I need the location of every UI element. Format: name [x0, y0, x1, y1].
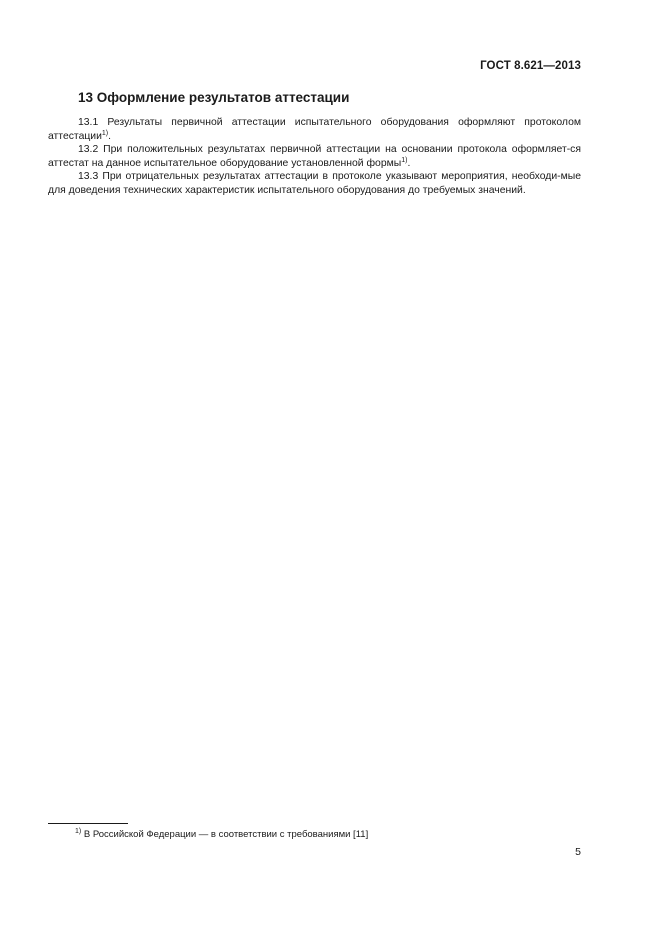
- paragraph-tail: .: [407, 157, 411, 169]
- paragraph-text: 13.3 При отрицательных результатах аттестации в протоколе указывают мероприятия, необходи-мые для доведения технических характеристик испытательного оборудования до требуемых значений.: [48, 171, 581, 196]
- paragraph-13-2: [48, 143, 581, 170]
- paragraph-text: 13.2 При положительных результатах первичной аттестации на основании протокола оформляет-ся аттестат на данное испытательное оборудование установленной формы: [48, 144, 581, 169]
- section-body: [48, 116, 581, 197]
- footnote-ref: 1): [101, 129, 109, 137]
- paragraph-tail: .: [108, 130, 112, 142]
- section-title: 13 Оформление результатов аттестации: [78, 90, 350, 105]
- footnote-text: В Российской Федерации — в соответствии с требованиями [11]: [83, 829, 369, 840]
- footnote: [75, 829, 368, 840]
- paragraph-13-3: [48, 170, 581, 197]
- footnote-separator: [48, 823, 128, 824]
- document-code: ГОСТ 8.621—2013: [480, 60, 581, 72]
- footnote-mark: 1): [75, 828, 82, 835]
- page-number: 5: [575, 846, 581, 858]
- paragraph-13-1: [48, 116, 581, 143]
- paragraph-text: 13.1 Результаты первичной аттестации испытательного оборудования оформляют протоколом аттестации: [48, 117, 581, 142]
- footnote-ref: 1): [401, 156, 408, 164]
